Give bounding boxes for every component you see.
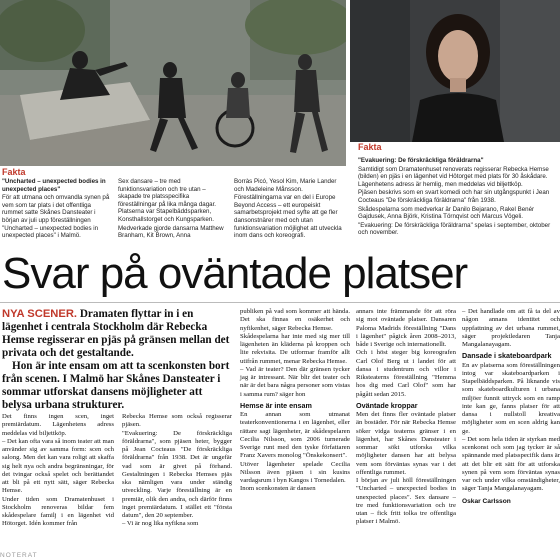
dancers-illustration — [0, 0, 346, 166]
article-column-5 — [462, 308, 560, 506]
fact-text: Sex dansare – tre med funktionsvariation och tre utan – skapade tre platsspecifika föreställningar på lika många dagar. Platserna var Stapelbäddsparken, Konsthallstorget och Kungsparken. — [118, 178, 217, 223]
divider — [0, 302, 560, 303]
body-paragraph: – Det kan ofta vara så inom teater att man använder sig av samma form: scen och salong. Men det kan vara roligt att skaffa sig helt nya och andra begränsningar, för det tvingar också spelet och berättandet att bli på ett nytt sätt, säger Rebecka Hemse. — [2, 437, 114, 495]
body-paragraph: publiken på vad som kommer att hända. Det ska finnas en osäkerhet och nyfikenhet, säger Rebecka Hemse. — [240, 308, 350, 332]
body-paragraph: – Det som hela tiden är styrkan med scenkonst och som jag tycker är så spännande med platsspecifik dans är att det blir ett sätt för att utforska synen på vem som förväntas synas var och under vilka omständigheter, säger Tanja Mangalanayagam. — [462, 435, 560, 493]
body-paragraph: – Det handlade om att få ta del av någon annans identitet och uppfattning av det urbana rummet, säger projektledaren Tanja Mangalanayagam. — [462, 308, 560, 348]
kicker: NYA SCENER. — [2, 308, 78, 320]
byline: Oskar Carlsson — [462, 497, 511, 505]
subheading: Hemse är inte ensam — [240, 400, 312, 410]
body-paragraph: Det finns ingen scen, inget premiärdatum. Lägenhetens adress meddelas vid biljettköp. — [2, 413, 114, 437]
body-paragraph: Under tiden som Dramatenhuset i Stockholm renoveras bildar fem skådespelare familj i en lägenhet vid Hötorget. Idén kommer från — [2, 495, 114, 528]
fact-title: "Uncharted – unexpected bodies in unexpected places" — [2, 178, 106, 193]
lead-part-2: Hon är inte ensam om att ta scenkonsten bort från scenen. I Malmö har Skånes Dansteater i sommar utforskat dansens möjligheter att belysa urbana strukturer. — [2, 360, 230, 411]
article-column-2 — [122, 413, 232, 529]
photo-dancers-skatepark — [0, 0, 346, 166]
article-column-3 — [240, 308, 350, 494]
body-paragraph: annars inte främmande för att röra sig mot oväntade platser. Dansaren Paloma Madrids föreställning "Dans i lägenhet" pågick åren 2008–2013, både i Sverige och internationellt. — [356, 308, 456, 348]
body-paragraph: Och i höst steger big koreografen Carl Olof Berg ut i landet för att dansa i studentrum och villor i Riksteaterns föreställning "Hemma hos dig med Carl Olof" som har pågått sedan 2015. — [356, 349, 456, 398]
body-paragraph: "Evakuering: De förskräckliga föräldrarna", som pjäsen heter, bygger på Jean Cocteaus "De förskräckliga föräldrarna" från 1938. Det är ungefär vad som är givet på förhand. Gestaltningen i Rebecka Hemses pjäs ska nämligen vara under ständig utveckling. Varje föreställning är en premiär, olik den andra, och därför finns inget premiärdatum. I stället ett "första datum", den 20 september. — [122, 429, 232, 519]
subheading: Oväntade kroppar — [356, 400, 418, 410]
subheading: Dansade i skateboardpark — [462, 351, 552, 361]
fact-text: Pjäsen beskrivs som en svart komedi och har sin utgångspunkt i Jean Cocteaus "De förskräckliga föräldrarna" från 1938. — [358, 189, 550, 204]
body-paragraph: – Vad är teater? Den där gränsen tycker jag är intressant. När blir det teater och när är det bara några personer som vistas i samma rum? säger hon — [240, 365, 350, 398]
footer-label: NOTERAT — [0, 552, 38, 559]
lead-text: Dramaten flyttar in i en lägenhet i centrala Stockholm där Rebecka Hemse regisserar en pjäs på gränsen mellan det privata och det gestaltande. — [2, 308, 230, 359]
lead-part-1 — [2, 308, 232, 360]
fact-text: Borràs Picó, Yesol Kim, Marie Lander och Madeleine Månsson. — [234, 178, 337, 193]
fact-text: Skådespelarna som medverkar är Danilo Bejarano, Rakel Benér Gajdusek, Anna Björk, Kristina Törnqvist och Marcus Vögeli. — [358, 205, 535, 221]
fact-box-uncharted — [0, 166, 346, 242]
photo-portrait-director — [350, 0, 560, 142]
fact-column-2 — [118, 178, 228, 241]
fact-column-1 — [2, 178, 112, 241]
fact-column-3 — [234, 178, 344, 241]
lead-paragraph — [2, 308, 232, 412]
fact-box-evakuering — [358, 142, 560, 242]
body-paragraph: – Vi är nog lika nyfikna som — [122, 520, 199, 528]
article-column-1 — [2, 413, 114, 529]
body-paragraph: I början av juli höll föreställningen "Uncharted – unexpected bodies in unexpected places". Sex dansare – tre med funktionsvariation och tre utan – fick fritt tolka tre offentliga platser i Malmö. — [356, 477, 456, 526]
body-paragraph: Men det finns fler oväntade platser än bostäder. För när Rebecka Hemse söker vidga teaterns gränser i en lägenhet, har Skånes Dansteater i sommar sökt utforska vilka möjligheter dansen har att belysa vem som förväntas synas var i det offentliga rummet. — [356, 411, 456, 476]
body-paragraph: Utöver lägenheter spelade Cecilia Nilsson även pjäsen i sin kusins vardagsrum i byn Kangos i Tornedalen. — [240, 460, 350, 484]
body-paragraph: Rebecka Hemse som också regisserar pjäsen. — [122, 413, 232, 429]
body-paragraph: En annan som utmanat teaterkonventionerna i en lägenhet, eller rättare sagt lägenheter, är skådespelaren Cecilia Nilsson, som 2006 turnerade Sverige runt med den tyske författaren Franz Xavers monolog "Önskekonsert". — [240, 411, 350, 460]
article-column-4 — [356, 308, 456, 527]
fact-title: "Evakuering: De förskräckliga föräldrarna" — [358, 157, 484, 164]
body-paragraph: Inom scenkonsten är dansen — [240, 485, 316, 493]
body-paragraph: En av platserna som föreställningen intog var skateboardparken i Stapelbäddsparken. På liknande vis som skateboardkulturen i urbana miljöer funnit uttryck som en ramp inte kan ge, fanns platser för att dansa i nullstoll kreativa möjligheter som en scen aldrig kan ge. — [462, 361, 560, 435]
fact-text: Samtidigt som Dramatenhuset renoverats regisserar Rebecka Hemse (bilden) en pjäs i en lägenhet vid Hötorget med plats för 30 åskådare. Lägenhetens adress är hemlig, men meddelas vid biljettköp. — [358, 165, 549, 188]
fakta-label: Fakta — [358, 142, 382, 152]
fact-text: "Evakuering: De förskräckliga föräldrarna" spelas i september, oktober och november. — [358, 221, 551, 237]
portrait-illustration — [350, 0, 560, 142]
fact-text: Medverkade gjorde dansarna Matthew Branham, Kit Brown, Anna — [118, 224, 224, 240]
fact-text: Föreställningarna var en del i Europe Beyond Access – ett europeiskt samarbetsprojekt med syfte att ge fler dansonstnärer med och utan funktionsvariation möjlighet att utveckla inom dans och koreografi. — [234, 194, 342, 240]
fact-text: För att utmana och omvandla synen på vem som tar plats i det offentliga rummet satte Skånes Dansteater i början av juli upp föreställningen "Uncharted – unexpected bodies in unexpected places" i Malmö. — [2, 194, 110, 240]
headline: Svar på oväntade platser — [2, 249, 468, 298]
fakta-label: Fakta — [2, 167, 26, 177]
body-paragraph: Skådespelarna har inte med sig mer till lägenheten än kläderna på kroppen och lite rekvisita. De utformar framför allt utifrån rummet, menar Rebecka Hemse. — [240, 332, 350, 365]
